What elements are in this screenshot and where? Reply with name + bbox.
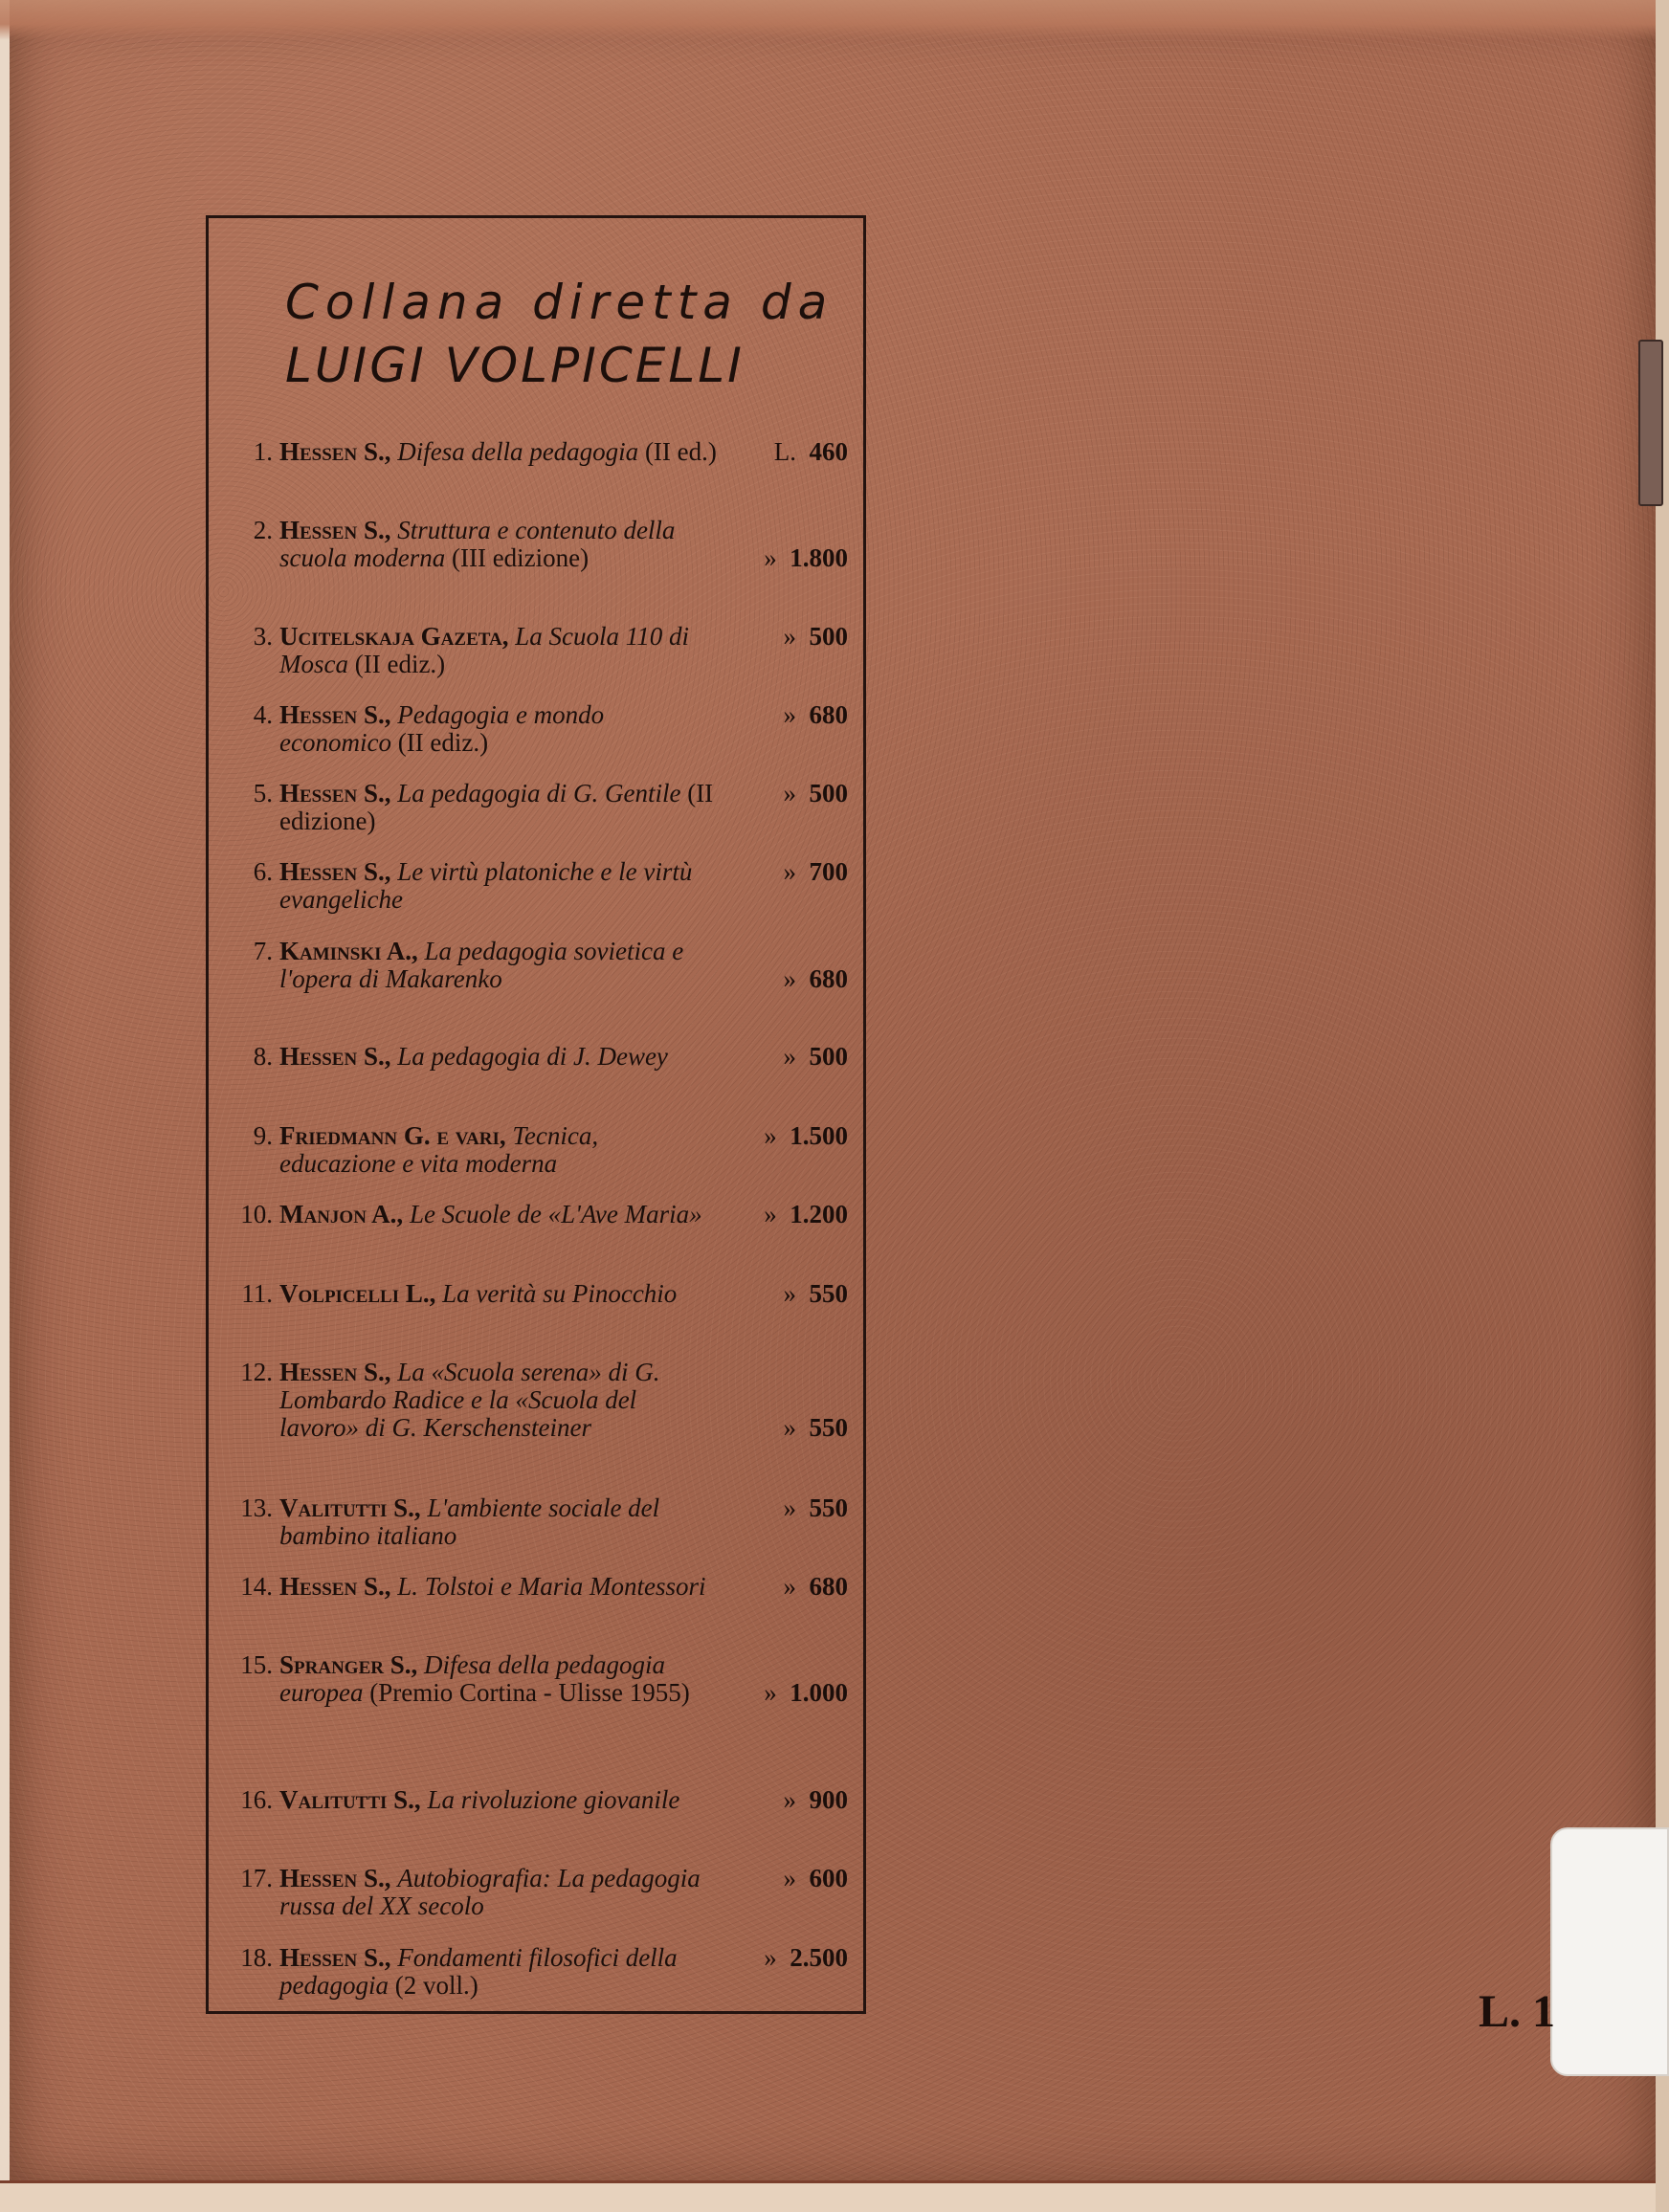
- entry-price: 1.200: [790, 1200, 848, 1228]
- entry-author: Spranger S.,: [279, 1650, 418, 1679]
- entry-price-lead: »: [783, 1413, 796, 1442]
- entry-number: 2.: [253, 516, 273, 544]
- entry-title: La verità su Pinocchio: [442, 1279, 678, 1308]
- entry-text: [279, 1786, 720, 1814]
- entry-text: [279, 1494, 720, 1550]
- entry-edition-note: (II ediz.): [397, 728, 489, 757]
- entry-edition-note: (2 voll.): [394, 1971, 478, 2000]
- entry-author: Volpicelli L.,: [279, 1279, 436, 1308]
- entry-number: 10.: [240, 1200, 273, 1228]
- entry-number: 7.: [253, 937, 273, 965]
- entry-price: 680: [809, 700, 848, 729]
- entry-title: Struttura e contenuto della scuola moderna: [279, 516, 676, 572]
- entry-price-cell: [727, 1865, 848, 1892]
- entry-text: [279, 1201, 720, 1228]
- entry-number: 1.: [253, 437, 273, 466]
- entry-price-lead: »: [783, 1785, 796, 1814]
- entry-title: L. Tolstoi e Maria Montessori: [397, 1572, 706, 1601]
- entry-edition-note: (II edizione): [279, 779, 714, 835]
- entry-number: 17.: [240, 1864, 273, 1892]
- entry-number: 8.: [253, 1042, 273, 1071]
- entry-price: 2.500: [790, 1943, 848, 1972]
- entry-author: Hessen S.,: [279, 700, 391, 729]
- entry-number: 9.: [253, 1121, 273, 1150]
- entry-title: La rivoluzione giovanile: [427, 1785, 680, 1814]
- bottom-edge: [0, 2180, 1669, 2212]
- entry-text: [279, 1043, 720, 1071]
- entry-author: Hessen S.,: [279, 1864, 391, 1892]
- entry-price-cell: [727, 1573, 848, 1601]
- series-catalog-box: [206, 215, 866, 2014]
- entry-title: Pedagogia e mondo economico: [279, 700, 605, 757]
- entry-price-lead: »: [783, 1042, 796, 1071]
- entry-price: 680: [809, 964, 848, 993]
- entry-price: 550: [809, 1493, 848, 1522]
- entry-author: Hessen S.,: [279, 857, 391, 886]
- entry-price: 500: [809, 779, 848, 807]
- entry-edition-note: (Premio Cortina - Ulisse 1955): [369, 1678, 690, 1707]
- series-editor-name: LUIGI VOLPICELLI: [285, 338, 745, 393]
- entry-author: Friedmann G. e vari,: [279, 1121, 506, 1150]
- entry-title: Tecnica, educazione e vita moderna: [279, 1121, 599, 1178]
- entry-price-lead: L.: [773, 437, 796, 466]
- entry-price-cell: [727, 544, 848, 572]
- entry-title: Le virtù platoniche e le virtù evangeliche: [279, 857, 693, 914]
- entry-text: [279, 623, 720, 678]
- entry-author: Hessen S.,: [279, 516, 391, 544]
- entry-title: Difesa della pedagogia europea: [279, 1650, 665, 1707]
- entry-text: [279, 938, 720, 993]
- entry-price-cell: [727, 1280, 848, 1308]
- entry-text: [279, 780, 720, 835]
- entry-number: 14.: [240, 1572, 273, 1601]
- entry-title: La pedagogia di G. Gentile: [397, 779, 681, 807]
- entry-text: [279, 1865, 720, 1920]
- entry-text: [279, 517, 720, 572]
- entry-author: Hessen S.,: [279, 1358, 391, 1386]
- entry-text: [279, 1651, 720, 1707]
- entry-price-cell: [727, 1786, 848, 1814]
- entry-text: [279, 1359, 720, 1442]
- entry-author: Hessen S.,: [279, 1572, 391, 1601]
- entry-price-lead: »: [783, 1279, 796, 1308]
- entry-title: La pedagogia di J. Dewey: [397, 1042, 668, 1071]
- entry-price-cell: [727, 1944, 848, 1972]
- entry-price-cell: [727, 1201, 848, 1228]
- entry-price-cell: [727, 1122, 848, 1150]
- entry-author: Valitutti S.,: [279, 1785, 421, 1814]
- entry-price: 1.000: [790, 1678, 848, 1707]
- entry-price-cell: [727, 438, 848, 466]
- entry-author: Kaminski A.,: [279, 937, 418, 965]
- entry-price-cell: [727, 1679, 848, 1707]
- spine-tab: [1638, 340, 1663, 506]
- entry-price: 1.800: [790, 543, 848, 572]
- entry-number: 5.: [253, 779, 273, 807]
- entry-edition-note: (II ed.): [644, 437, 717, 466]
- entry-price: 1.500: [790, 1121, 848, 1150]
- entry-price-lead: »: [783, 964, 796, 993]
- entry-price: 680: [809, 1572, 848, 1601]
- entry-price-cell: [727, 858, 848, 886]
- entry-edition-note: (III edizione): [451, 543, 590, 572]
- entry-price-lead: »: [764, 543, 777, 572]
- entry-number: 13.: [240, 1493, 273, 1522]
- entry-price-lead: »: [783, 1572, 796, 1601]
- series-heading-line-1: Collana diretta da: [285, 275, 834, 330]
- entry-price-lead: »: [783, 1493, 796, 1522]
- entry-author: Hessen S.,: [279, 437, 391, 466]
- entry-price-cell: [727, 623, 848, 651]
- entry-text: [279, 858, 720, 914]
- entry-title: Fondamenti filosofici della pedagogia: [279, 1943, 678, 2000]
- entry-number: 4.: [253, 700, 273, 729]
- entry-title: Difesa della pedagogia: [397, 437, 639, 466]
- entry-number: 16.: [240, 1785, 273, 1814]
- entry-title: Le Scuole de «L'Ave Maria»: [409, 1200, 702, 1228]
- entry-edition-note: (II ediz.): [354, 650, 446, 678]
- entry-number: 6.: [253, 857, 273, 886]
- entry-title: L'ambiente sociale del bambino italiano: [279, 1493, 660, 1550]
- entry-price: 500: [809, 622, 848, 651]
- entry-number: 11.: [241, 1279, 273, 1308]
- entry-price-cell: [727, 1494, 848, 1522]
- entry-author: Manjon A.,: [279, 1200, 404, 1228]
- entry-price-cell: [727, 780, 848, 807]
- entry-title: La Scuola 110 di Mosca: [279, 622, 689, 678]
- entry-number: 12.: [240, 1358, 273, 1386]
- series-heading: [285, 271, 840, 397]
- price-sticker: [1550, 1827, 1669, 2076]
- entry-author: Hessen S.,: [279, 1042, 391, 1071]
- entry-text: [279, 1944, 720, 2000]
- entry-author: Hessen S.,: [279, 779, 391, 807]
- entry-price-lead: »: [783, 857, 796, 886]
- entry-number: 18.: [240, 1943, 273, 1972]
- entry-number: 15.: [240, 1650, 273, 1679]
- entry-price-lead: »: [783, 622, 796, 651]
- price-mark: L. 1: [1479, 1986, 1556, 2037]
- entry-author: Valitutti S.,: [279, 1493, 421, 1522]
- entry-price-lead: »: [783, 779, 796, 807]
- entry-price-cell: [727, 1414, 848, 1442]
- entry-title: La pedagogia sovietica e l'opera di Makarenko: [279, 937, 684, 993]
- entry-price: 600: [809, 1864, 848, 1892]
- entry-author: Hessen S.,: [279, 1943, 391, 1972]
- entry-price: 700: [809, 857, 848, 886]
- entry-price-lead: »: [764, 1121, 777, 1150]
- entry-price: 900: [809, 1785, 848, 1814]
- entry-price: 550: [809, 1413, 848, 1442]
- entry-title: Autobiografia: La pedagogia russa del XX secolo: [279, 1864, 701, 1920]
- entry-price: 550: [809, 1279, 848, 1308]
- entry-price-lead: »: [764, 1678, 777, 1707]
- entry-title: La «Scuola serena» di G. Lombardo Radice e la «Scuola del lavoro» di G. Kerschensteiner: [279, 1358, 660, 1442]
- entry-price-cell: [727, 1043, 848, 1071]
- entry-price-lead: »: [764, 1200, 777, 1228]
- entry-number: 3.: [253, 622, 273, 651]
- entry-price: 500: [809, 1042, 848, 1071]
- top-tape-strip: [0, 0, 1669, 40]
- entry-text: [279, 1573, 720, 1601]
- entry-price-lead: »: [764, 1943, 777, 1972]
- entry-price-cell: [727, 701, 848, 729]
- entry-text: [279, 701, 720, 757]
- entry-text: [279, 1280, 720, 1308]
- entry-price-lead: »: [783, 700, 796, 729]
- entry-price-lead: »: [783, 1864, 796, 1892]
- entry-text: [279, 1122, 720, 1178]
- entry-price-cell: [727, 965, 848, 993]
- entry-text: [279, 438, 720, 466]
- entry-author: Ucitelskaja Gazeta,: [279, 622, 509, 651]
- entry-price: 460: [809, 437, 848, 466]
